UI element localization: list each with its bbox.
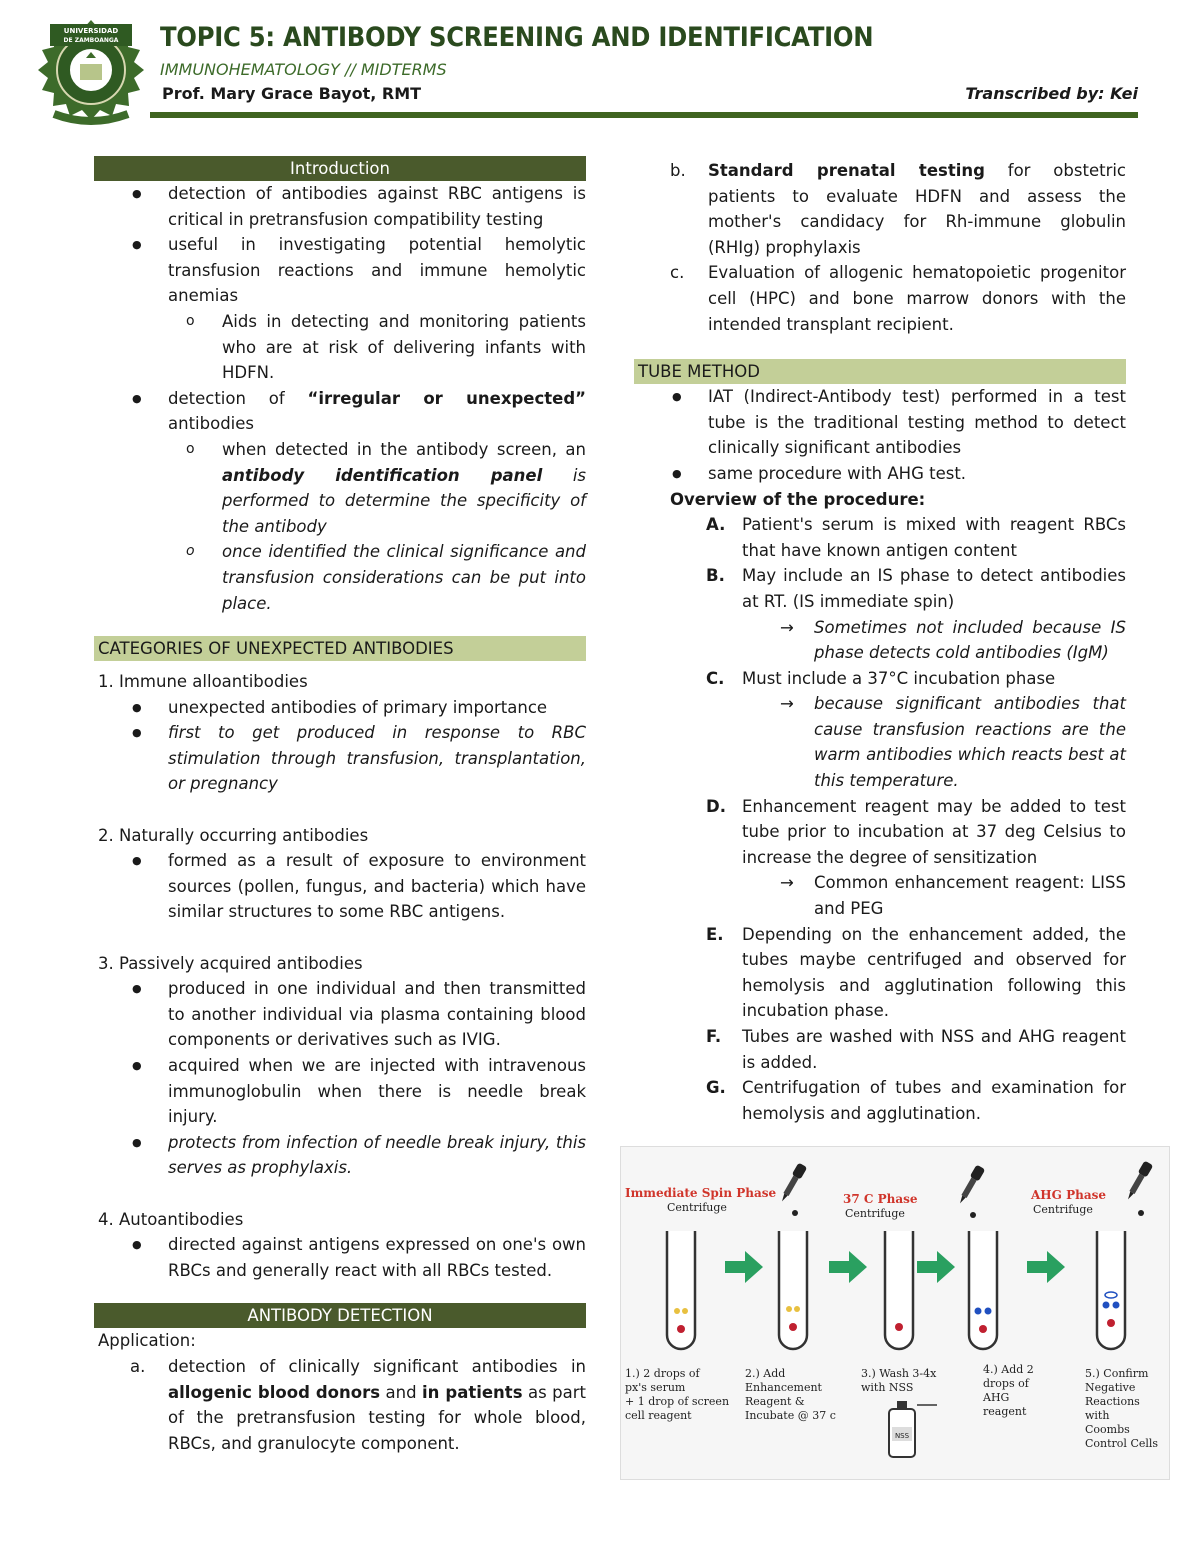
list-marker: a. [130, 1356, 146, 1376]
sub-list-item [94, 437, 586, 539]
test-tube-icon [667, 1231, 695, 1349]
caption-line: AHG [983, 1391, 1010, 1404]
text-bold: “irregular or unexpected” [307, 388, 586, 408]
text: Evaluation of allogenic hematopoietic progenitor cell (HPC) and bone marrow donors with the intended transplant recipient. [708, 263, 1126, 334]
text-bold: Standard prenatal testing [708, 161, 985, 180]
step-marker: C. [706, 668, 725, 688]
procedure-list [634, 512, 1126, 1126]
categories-heading: CATEGORIES OF UNEXPECTED ANTIBODIES [94, 636, 586, 661]
dropper-icon [1124, 1161, 1154, 1202]
step-text: Enhancement reagent may be added to test tube prior to incubation at 37 deg Celsius to increase the degree of sensitization [742, 796, 1126, 867]
bottle-label: NSS [894, 1432, 910, 1440]
text-bold-italic: antibody identification panel [222, 465, 543, 485]
figure-svg [621, 1147, 1169, 1479]
drop-icon [1138, 1210, 1144, 1216]
drop-icon [970, 1212, 976, 1218]
phase1-title: Immediate Spin Phase [625, 1186, 777, 1200]
text-italic: is performed to determine the specificity of the antibody [222, 465, 586, 536]
procedure-step [634, 1075, 1126, 1126]
header-divider [150, 112, 1138, 118]
list-item [94, 1354, 586, 1456]
text: detection of clinically significant antibodies in [168, 1356, 586, 1376]
category-list [94, 976, 586, 1181]
caption-line: px's serum [625, 1381, 686, 1394]
caption-line: 3.) Wash 3-4x [861, 1367, 937, 1380]
course-subtitle: IMMUNOHEMATOLOGY // MIDTERMS [160, 60, 447, 79]
category-title: 2. Naturally occurring antibodies [98, 825, 369, 845]
arrow-right-icon [725, 1251, 763, 1283]
step-marker: D. [706, 796, 726, 816]
step-text: May include an IS phase to detect antibodies at RT. (IS immediate spin) [742, 566, 1126, 611]
list-item: ● IAT (Indirect-Antibody test) performed in a test tube is the traditional testing method to detect clinically significant antibodies [634, 384, 1126, 461]
step-caption-4 [982, 1363, 1034, 1418]
list-item: ● detection of antibodies against RBC antigens is critical in pretransfusion compatibility testing [94, 181, 586, 232]
phase2-sub: Centrifuge [845, 1207, 905, 1220]
list-item: ● unexpected antibodies of primary importance [94, 695, 586, 721]
dropper-icon [956, 1165, 986, 1206]
caption-line: 2.) Add [745, 1367, 786, 1380]
list-item: ● produced in one individual and then transmitted to another individual via plasma containing blood components or derivatives such as IVIG. [94, 976, 586, 1053]
application-label: Application: [98, 1331, 196, 1351]
sub-list [94, 309, 586, 386]
step-text: Must include a 37°C incubation phase [742, 668, 1056, 688]
sub-list-item: o once identified the clinical significance and transfusion considerations can be put into place. [94, 539, 586, 616]
step-caption-5 [1085, 1367, 1158, 1450]
sub-list [634, 615, 1126, 666]
list-item [634, 158, 1126, 260]
sub-list-item: → because significant antibodies that cause transfusion reactions are the warm antibodies which reacts best at this temperature. [634, 691, 1126, 793]
test-tube-icon [779, 1231, 807, 1349]
sub-list-item: o Aids in detecting and monitoring patients who are at risk of delivering infants with HDFN. [94, 309, 586, 386]
list-item: ● directed against antigens expressed on one's own RBCs and generally react with all RBCs tested. [94, 1232, 586, 1283]
caption-line: reagent [983, 1405, 1027, 1418]
arrow-right-icon [917, 1251, 955, 1283]
step-text: Patient's serum is mixed with reagent RBCs that have known antigen content [742, 515, 1126, 560]
list-item-text: useful in investigating potential hemolytic transfusion reactions and immune hemolytic anemias [168, 235, 586, 306]
test-tube-icon [969, 1231, 997, 1349]
step-caption-2 [745, 1367, 836, 1422]
phase1-sub: Centrifuge [667, 1201, 727, 1214]
text: for obstetric patients to evaluate HDFN and assess the mother's candidacy for Rh-immune globulin (RHIg) prophylaxis [708, 161, 1127, 257]
list-item: ● first to get produced in response to RBC stimulation through transfusion, transplantation, or pregnancy [94, 720, 586, 797]
list-item: ● acquired when we are injected with intravenous immunoglobulin when there is needle break injury. [94, 1053, 586, 1130]
document-title: TOPIC 5: ANTIBODY SCREENING AND IDENTIFICATION [160, 22, 874, 53]
step-marker: G. [706, 1078, 726, 1098]
caption-line: Coombs [1085, 1423, 1130, 1436]
intro-list [94, 181, 586, 616]
professor-name: Prof. Mary Grace Bayot, RMT [162, 84, 422, 103]
caption-line: 4.) Add 2 [983, 1363, 1034, 1376]
text-bold: in patients [422, 1382, 523, 1402]
caption-line: with NSS [861, 1381, 914, 1394]
step-caption-1 [625, 1367, 729, 1422]
application-list [94, 1354, 586, 1456]
arrow-right-icon [1027, 1251, 1065, 1283]
tube-method-figure [620, 1146, 1170, 1480]
list-marker: b. [670, 161, 686, 180]
list-marker: c. [670, 263, 685, 283]
caption-line: cell reagent [625, 1409, 692, 1422]
caption-line: Reactions [1085, 1395, 1140, 1408]
caption-line: Control Cells [1085, 1437, 1159, 1450]
intro-heading: Introduction [94, 156, 586, 181]
sub-list [94, 437, 586, 616]
step-marker: A. [706, 515, 726, 535]
right-column [634, 158, 1126, 1126]
application-list-continued [634, 158, 1126, 337]
sub-list-item: → Sometimes not included because IS phase detects cold antibodies (IgM) [634, 615, 1126, 666]
text: and [380, 1382, 423, 1402]
tube-method-heading: TUBE METHOD [634, 359, 1126, 384]
procedure-step [634, 666, 1126, 794]
caption-line: Enhancement [745, 1381, 822, 1394]
step-text: Depending on the enhancement added, the tubes maybe centrifuged and observed for hemolysis and agglutination following this incubation phase. [742, 924, 1126, 1021]
category-title: 1. Immune alloantibodies [98, 672, 308, 692]
phase3-title: AHG Phase [1031, 1188, 1106, 1202]
phase2-title: 37 C Phase [843, 1192, 918, 1206]
text: antibodies [168, 414, 254, 434]
list-item: ● protects from infection of needle break injury, this serves as prophylaxis. [94, 1130, 586, 1181]
drop-icon [792, 1210, 798, 1216]
category-list [94, 848, 586, 925]
step-marker: B. [706, 566, 725, 586]
transcriber: Transcribed by: Kei [965, 84, 1138, 103]
text: detection of [168, 388, 308, 408]
tube-list [634, 384, 1126, 486]
caption-line: Negative [1085, 1381, 1136, 1394]
dropper-icon [778, 1163, 808, 1204]
list-item: ● formed as a result of exposure to environment sources (pollen, fungus, and bacteria) which have similar structures to some RBC antigens. [94, 848, 586, 925]
sub-list [634, 691, 1126, 793]
procedure-step [634, 922, 1126, 1024]
list-item: ● same procedure with AHG test. [634, 461, 1126, 487]
left-column [94, 156, 586, 1456]
caption-line: Incubate @ 37 c [745, 1409, 836, 1422]
category-list [94, 695, 586, 797]
overview-label: Overview of the procedure: [670, 489, 926, 509]
text: as part of the pretransfusion testing for whole blood, RBCs, and granulocyte component. [168, 1382, 586, 1453]
detection-heading: ANTIBODY DETECTION [94, 1303, 586, 1328]
category-title: 4. Autoantibodies [98, 1209, 244, 1229]
caption-line: 1.) 2 drops of [625, 1367, 700, 1380]
svg-text:DE ZAMBOANGA: DE ZAMBOANGA [63, 37, 119, 44]
category-list [94, 1232, 586, 1283]
text: when detected in the antibody screen, an [222, 439, 586, 459]
test-tube-icon [1097, 1231, 1125, 1349]
arrow-right-icon [829, 1251, 867, 1283]
list-item [634, 260, 1126, 337]
sub-list-item: → Common enhancement reagent: LISS and PEG [634, 870, 1126, 921]
svg-text:UNIVERSIDAD: UNIVERSIDAD [63, 27, 119, 35]
step-marker: F. [706, 1027, 722, 1046]
caption-line: with [1085, 1409, 1110, 1422]
category-title: 3. Passively acquired antibodies [98, 953, 363, 973]
list-item [94, 386, 586, 616]
caption-line: drops of [983, 1377, 1029, 1390]
procedure-step [634, 1024, 1126, 1075]
step-caption-3 [861, 1367, 937, 1394]
caption-line: Reagent & [745, 1395, 805, 1408]
page-header [0, 0, 1200, 130]
procedure-step [634, 563, 1126, 665]
procedure-step [634, 794, 1126, 922]
text-bold: allogenic blood donors [168, 1382, 381, 1402]
procedure-step [634, 512, 1126, 563]
phase3-sub: Centrifuge [1033, 1203, 1093, 1216]
step-text: Tubes are washed with NSS and AHG reagent is added. [742, 1027, 1126, 1072]
sub-list [634, 870, 1126, 921]
step-text: Centrifugation of tubes and examination for hemolysis and agglutination. [742, 1078, 1126, 1123]
step-marker: E. [706, 924, 724, 944]
caption-line: + 1 drop of screen [625, 1395, 730, 1408]
nss-bottle-icon [889, 1401, 937, 1457]
list-item [94, 232, 586, 386]
test-tube-icon [885, 1231, 913, 1349]
caption-line: 5.) Confirm [1085, 1367, 1149, 1380]
university-seal [36, 18, 146, 130]
